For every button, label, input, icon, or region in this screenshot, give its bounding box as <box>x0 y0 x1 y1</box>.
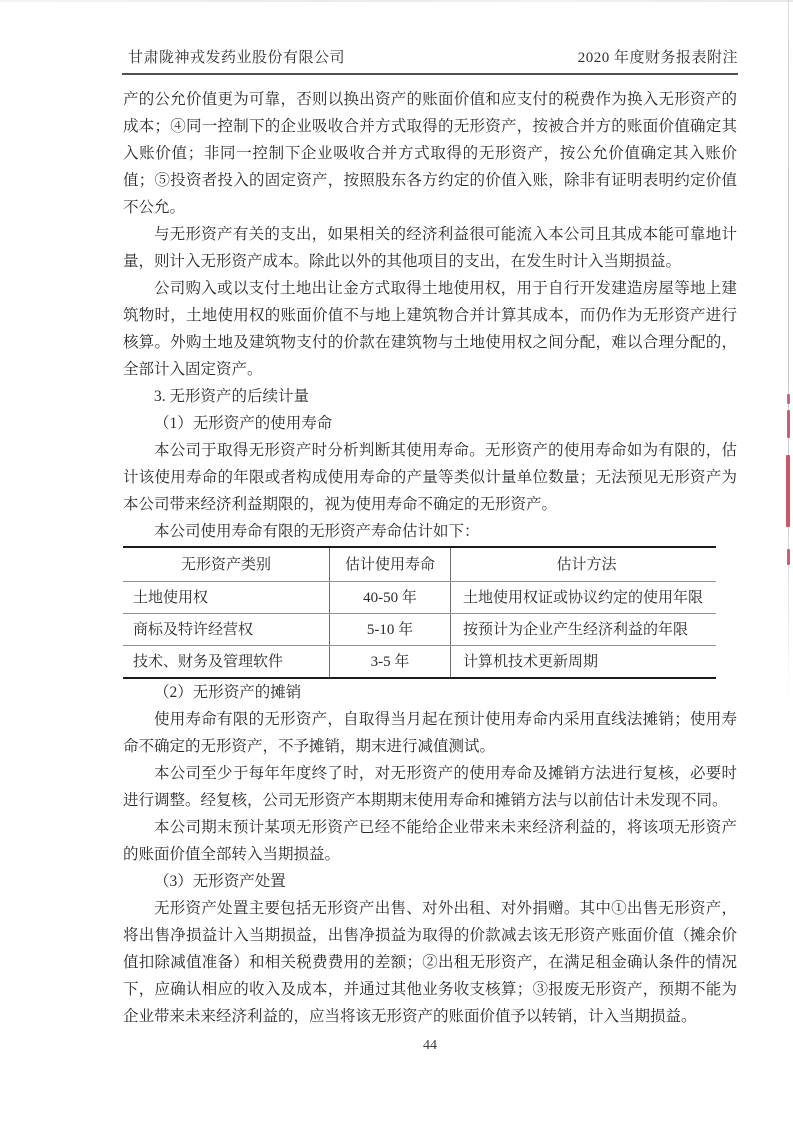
heading-disposal: （3）无形资产处置 <box>154 873 286 890</box>
paragraph-land-use-right: 公司购入或以支付土地出让金方式取得土地使用权，用于自行开发建造房屋等地上建筑物时，土地使用权的账面价值不与地上建筑物合并计算其成本，而仍作为无形资产进行核算。外购土地及建筑物支付的价款在建筑物与土地使用权之间分配，难以合理分配的，全部计入固定资产。 <box>123 280 737 378</box>
column-header-category: 无形资产类别 <box>123 547 330 582</box>
page-footer <box>123 1038 737 1054</box>
company-name: 甘肃陇神戎发药业股份有限公司 <box>128 50 346 66</box>
paragraph-amortization-method: 使用寿命有限的无形资产，自取得当月起在预计使用寿命内采用直线法摊销；使用寿命不确定的无形资产，不予摊销，期末进行减值测试。 <box>123 711 737 755</box>
useful-life-table <box>123 546 716 679</box>
table-header-row <box>123 547 716 582</box>
report-title: 2020 年度财务报表附注 <box>577 50 738 66</box>
cell-category: 商标及特许经营权 <box>123 614 330 646</box>
heading-subsequent-measurement: 3. 无形资产的后续计量 <box>154 388 310 405</box>
page-body <box>123 86 737 1030</box>
paragraph-table-intro: 本公司使用寿命有限的无形资产寿命估计如下： <box>154 523 480 540</box>
cell-life: 5-10 年 <box>330 614 451 646</box>
table-row <box>123 582 716 614</box>
scan-seal-mark <box>786 455 790 527</box>
paragraph-no-future-benefit: 本公司期末预计某项无形资产已经不能给企业带来未来经济利益的，将该项无形资产的账面价值全部转入当期损益。 <box>123 819 737 863</box>
scan-seal-mark <box>787 394 790 404</box>
heading-useful-life: （1）无形资产的使用寿命 <box>154 415 333 432</box>
cell-category: 土地使用权 <box>123 582 330 614</box>
table-row <box>123 646 716 679</box>
paragraph-useful-life-judgement: 本公司于取得无形资产时分析判断其使用寿命。无形资产的使用寿命如为有限的，估计该使用寿命的年限或者构成使用寿命的产量等类似计量单位数量；无法预见无形资产为本公司带来经济利益期限的，视为使用寿命不确定的无形资产。 <box>123 442 737 513</box>
cell-method: 土地使用权证或协议约定的使用年限 <box>451 582 717 614</box>
paragraph-annual-review: 本公司至少于每年年度终了时，对无形资产的使用寿命及摊销方法进行复核，必要时进行调整。经复核，公司无形资产本期期末使用寿命和摊销方法与以前估计未发现不同。 <box>123 765 737 809</box>
paragraph-disposal-detail: 无形资产处置主要包括无形资产出售、对外出租、对外捐赠。其中①出售无形资产，将出售净损益计入当期损益，出售净损益为取得的价款减去该无形资产账面价值（摊余价值扣除减值准备）和相关税费费用的差额；②出租无形资产，在满足租金确认条件的情况下，应确认相应的收入及成本，并通过其他业务收支核算；③报废无形资产，预期不能为企业带来未来经济利益的，应当将该无形资产的账面价值予以转销，计入当期损益。 <box>123 900 737 1025</box>
column-header-estimated-life: 估计使用寿命 <box>330 547 451 582</box>
column-header-estimation-method: 估计方法 <box>451 547 717 582</box>
scan-top-edge <box>0 0 793 2</box>
heading-amortization: （2）无形资产的摊销 <box>154 684 302 701</box>
scan-seal-mark <box>787 549 790 565</box>
cell-life: 3-5 年 <box>330 646 451 679</box>
cell-method: 按预计为企业产生经济利益的年限 <box>451 614 717 646</box>
page-header <box>122 46 738 75</box>
scan-page-edge-line <box>788 0 789 705</box>
cell-category: 技术、财务及管理软件 <box>123 646 330 679</box>
paragraph-fair-value-continuation: 产的公允价值更为可靠，否则以换出资产的账面价值和应支付的税费作为换入无形资产的成本；④同一控制下的企业吸收合并方式取得的无形资产，按被合并方的账面价值确定其入账价值；非同一控制下企业吸收合并方式取得的无形资产，按公允价值确定其入账价值；⑤投资者投入的固定资产，按照股东各方约定的价值入账，除非有证明表明约定价值不公允。 <box>123 91 737 216</box>
page-number: 44 <box>423 1038 437 1053</box>
cell-method: 计算机技术更新周期 <box>463 653 599 670</box>
table-row <box>123 614 716 646</box>
cell-life: 40-50 年 <box>330 582 451 614</box>
scan-seal-mark <box>787 410 790 438</box>
paragraph-intangible-expenditure: 与无形资产有关的支出，如果相关的经济利益很可能流入本公司且其成本能可靠地计量，则计入无形资产成本。除此以外的其他项目的支出，在发生时计入当期损益。 <box>123 226 737 270</box>
